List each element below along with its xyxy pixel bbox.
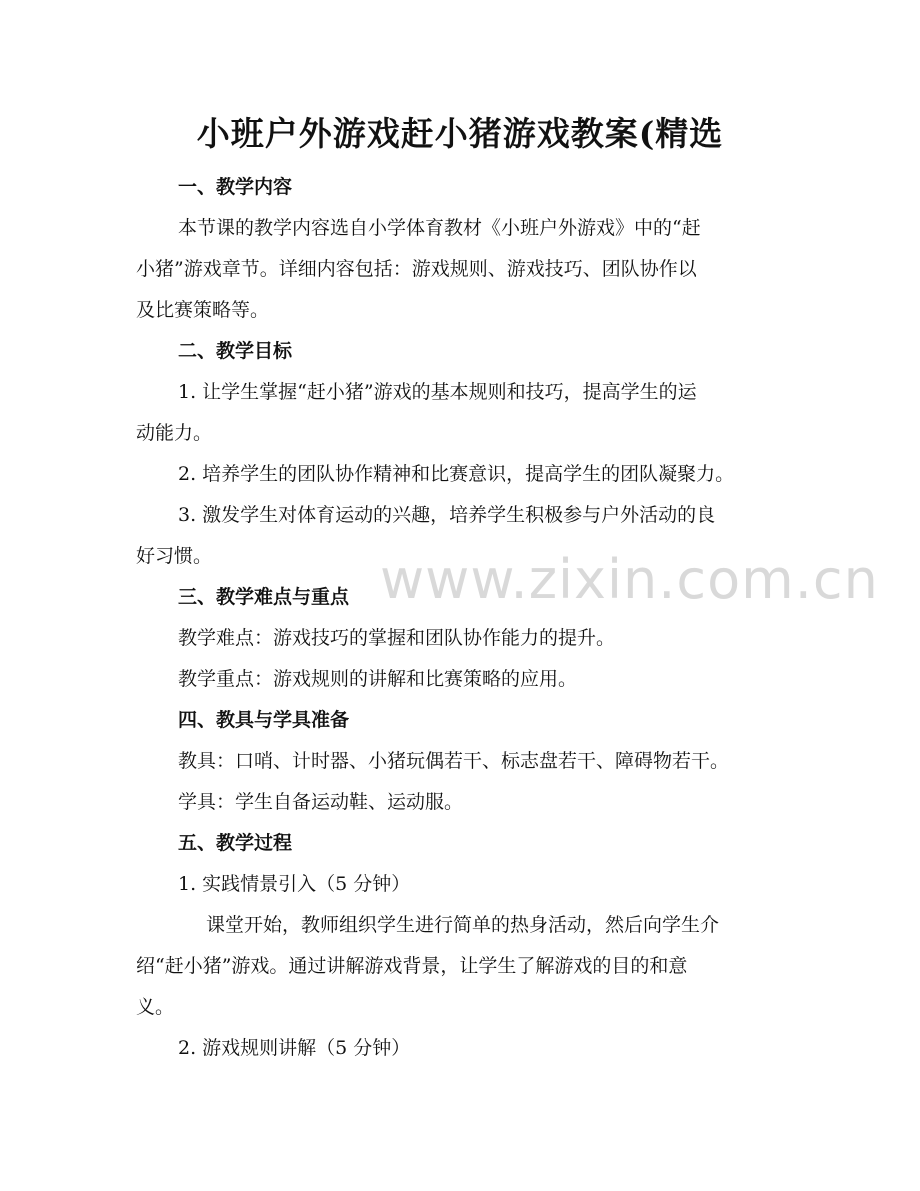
section-heading-difficulties: 三、教学难点与重点 xyxy=(178,586,350,608)
objective-line: 好习惯。 xyxy=(136,545,213,567)
paragraph-line: 绍“赶小猪”游戏。通过讲解游戏背景，让学生了解游戏的目的和意 xyxy=(136,955,688,977)
paragraph-line: 小猪”游戏章节。详细内容包括：游戏规则、游戏技巧、团队协作以 xyxy=(136,258,697,280)
section-heading-content: 一、教学内容 xyxy=(178,176,293,198)
process-step-line: 2. 游戏规则讲解（5 分钟） xyxy=(178,1037,411,1059)
teaching-tools-line: 教具：口哨、计时器、小猪玩偶若干、标志盘若干、障碍物若干。 xyxy=(178,750,730,772)
watermark: www.zixin.com.cn xyxy=(380,548,879,611)
key-point-line: 教学重点：游戏规则的讲解和比赛策略的应用。 xyxy=(178,668,578,690)
section-heading-objectives: 二、教学目标 xyxy=(178,340,293,362)
document-title: 小班户外游戏赶小猪游戏教案(精选 xyxy=(196,114,724,153)
objective-line: 3. 激发学生对体育运动的兴趣，培养学生积极参与户外活动的良 xyxy=(178,504,716,526)
paragraph-line: 义。 xyxy=(136,996,175,1018)
section-heading-process: 五、教学过程 xyxy=(178,832,293,854)
difficulty-line: 教学难点：游戏技巧的掌握和团队协作能力的提升。 xyxy=(178,627,616,649)
section-heading-materials: 四、教具与学具准备 xyxy=(178,709,350,731)
objective-line: 1. 让学生掌握“赶小猪”游戏的基本规则和技巧，提高学生的运 xyxy=(178,381,697,403)
paragraph-line: 课堂开始，教师组织学生进行简单的热身活动，然后向学生介 xyxy=(206,914,720,936)
objective-line: 2. 培养学生的团队协作精神和比赛意识，提高学生的团队凝聚力。 xyxy=(178,463,735,485)
paragraph-line: 及比赛策略等。 xyxy=(136,299,270,321)
student-tools-line: 学具：学生自备运动鞋、运动服。 xyxy=(178,791,464,813)
paragraph-line: 本节课的教学内容选自小学体育教材《小班户外游戏》中的“赶 xyxy=(178,217,701,239)
process-step-line: 1. 实践情景引入（5 分钟） xyxy=(178,873,411,895)
objective-line: 动能力。 xyxy=(136,422,213,444)
